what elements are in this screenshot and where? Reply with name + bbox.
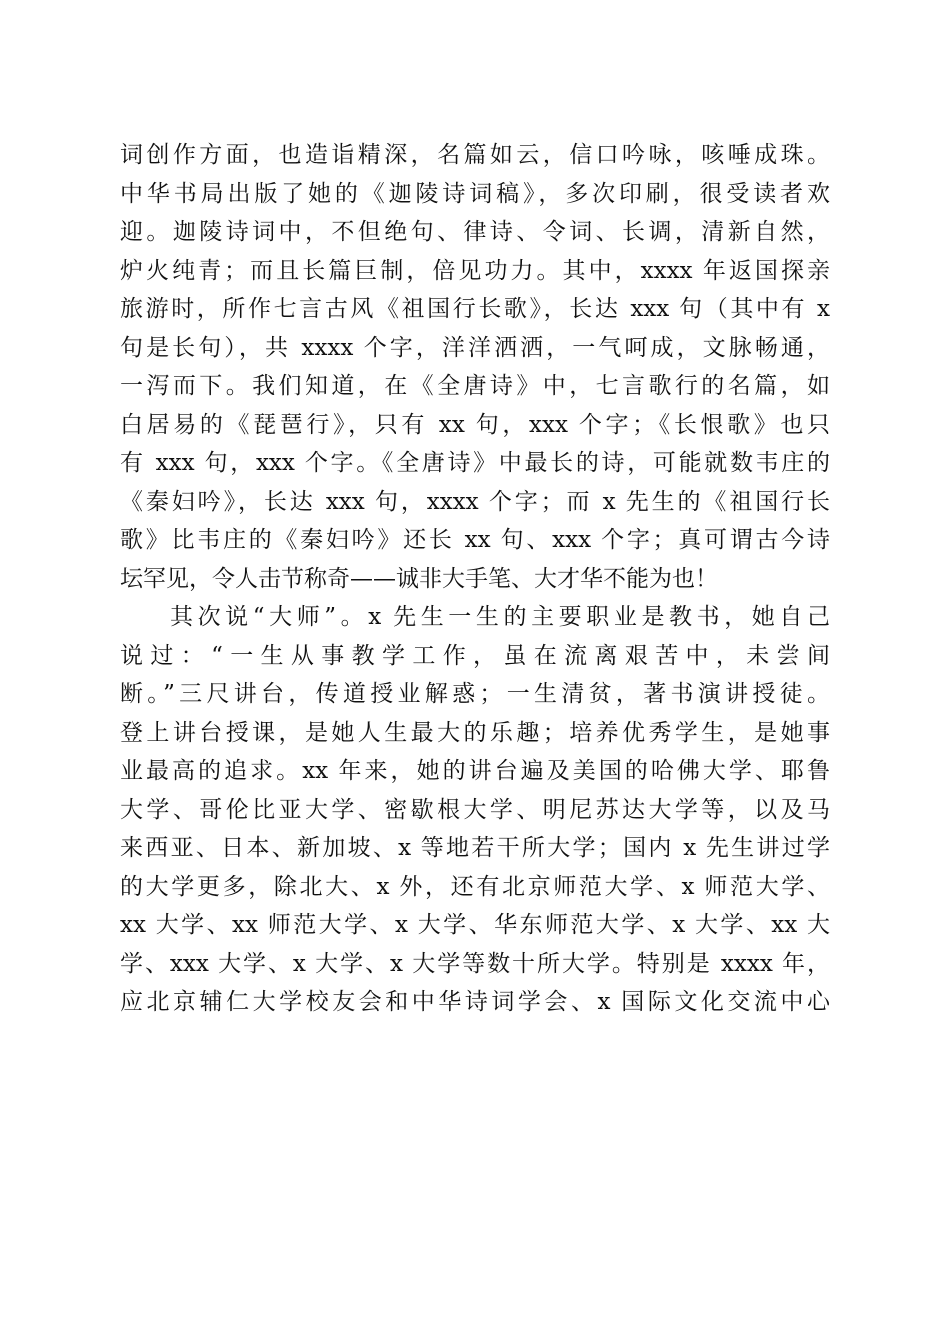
text-line: 坛罕见，令人击节称奇——诚非大手笔、大才华不能为也！	[120, 565, 718, 592]
text-line: 词创作方面，也造诣精深，名篇如云，信口吟咏，咳唾成珠。	[120, 142, 830, 168]
text-line: 《秦妇吟》，长达 xxx 句，xxxx 个字；而 x 先生的《祖国行长	[120, 488, 830, 515]
document-page	[120, 136, 830, 1022]
text-line: 中华书局出版了她的《迦陵诗词稿》，多次印刷，很受读者欢	[120, 180, 830, 207]
text-line: 应北京辅仁大学校友会和中华诗词学会、x 国际文化交流中心	[120, 989, 830, 1015]
text-line: 说过：“一生从事教学工作，虽在流离艰苦中，未尝间	[120, 642, 830, 669]
text-line: 学、xxx 大学、x 大学、x 大学等数十所大学。特别是 xxxx 年，	[120, 950, 830, 977]
text-line: 迎。迦陵诗词中，不但绝句、律诗、令词、长调，清新自然，	[120, 219, 830, 245]
text-line: 其次说“大师”。x 先生一生的主要职业是教书，她自己	[170, 604, 830, 630]
text-line: 有 xxx 句，xxx 个字。《全唐诗》中最长的诗，可能就数韦庄的	[120, 450, 830, 476]
text-line: 白居易的《琵琶行》，只有 xx 句，xxx 个字；《长恨歌》也只	[120, 411, 830, 438]
text-line: 登上讲台授课，是她人生最大的乐趣；培养优秀学生，是她事	[120, 719, 830, 746]
text-line: 来西亚、日本、新加坡、x 等地若干所大学；国内 x 先生讲过学	[120, 835, 830, 861]
text-line: 的大学更多，除北大、x 外，还有北京师范大学、x 师范大学、	[120, 873, 830, 900]
text-line: 一泻而下。我们知道，在《全唐诗》中，七言歌行的名篇，如	[120, 373, 830, 399]
text-line: 大学、哥伦比亚大学、密歇根大学、明尼苏达大学等，以及马	[120, 796, 830, 823]
text-line: 句是长句），共 xxxx 个字，洋洋洒洒，一气呵成，文脉畅通，	[120, 334, 830, 361]
text-line: xx 大学、xx 师范大学、x 大学、华东师范大学、x 大学、xx 大	[120, 912, 830, 938]
text-line: 业最高的追求。xx 年来，她的讲台遍及美国的哈佛大学、耶鲁	[120, 758, 830, 784]
text-line: 炉火纯青；而且长篇巨制，倍见功力。其中，xxxx 年返国探亲	[120, 257, 830, 284]
text-line: 旅游时，所作七言古风《祖国行长歌》，长达 xxx 句（其中有 x	[120, 296, 830, 322]
paragraph-poetry-achievements	[120, 136, 830, 598]
text-line: 断。”三尺讲台，传道授业解惑；一生清贫，著书演讲授徒。	[120, 681, 830, 707]
paragraph-master-teacher	[120, 598, 830, 1022]
text-line: 歌》比韦庄的《秦妇吟》还长 xx 句、xxx 个字；真可谓古今诗	[120, 527, 830, 553]
